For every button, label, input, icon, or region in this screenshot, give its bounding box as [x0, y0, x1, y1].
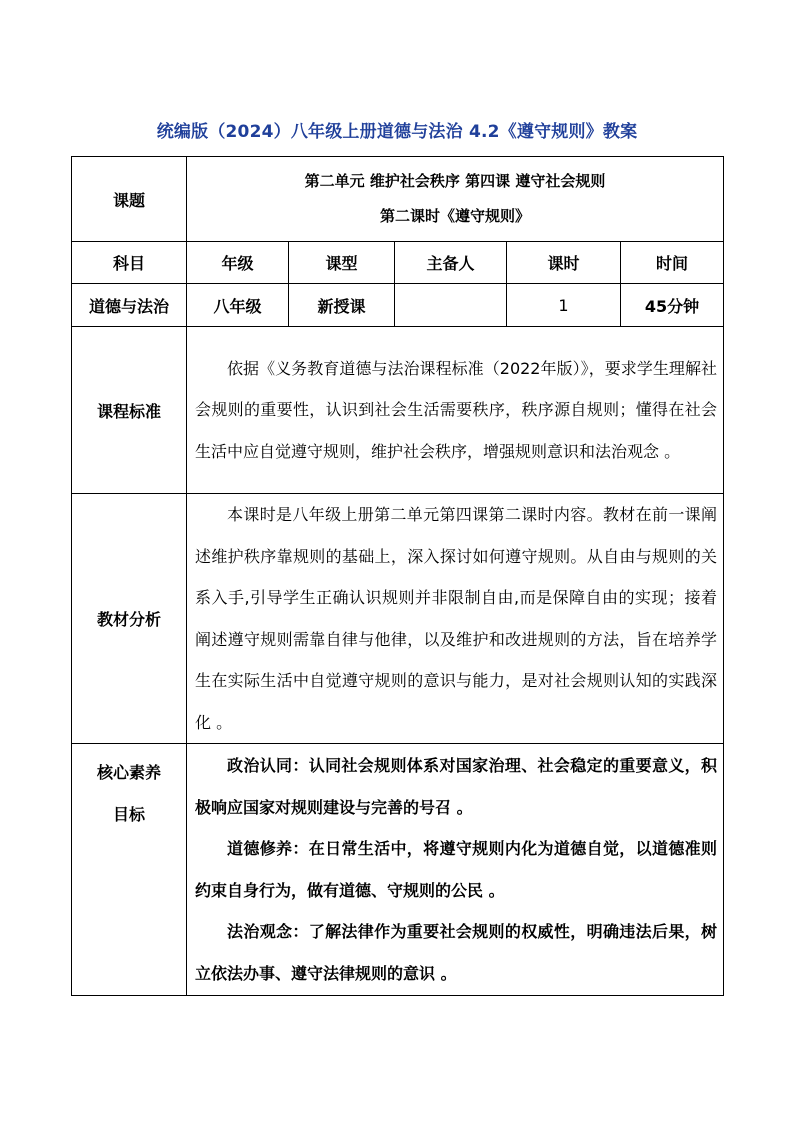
value-lesson-type: 新授课 — [289, 284, 395, 327]
goal-legal-text: 法治观念：了解法律作为重要社会规则的权威性，明确违法后果，树立依法办事、遵守法律规则的意识 。 — [195, 922, 718, 983]
value-time: 45分钟 — [621, 284, 724, 327]
header-subject: 科目 — [72, 242, 187, 284]
info-value-row — [72, 284, 724, 327]
lesson-plan-table — [71, 156, 724, 996]
value-preparer — [395, 284, 507, 327]
analysis-label: 教材分析 — [72, 494, 187, 744]
core-label-line1: 核心素养 — [96, 763, 161, 782]
standard-cell — [187, 327, 724, 494]
goal-legal — [187, 911, 723, 994]
analysis-cell — [187, 494, 724, 744]
goal-political-text: 政治认同：认同社会规则体系对国家治理、社会稳定的重要意义，积极响应国家对规则建设与完善的号召 。 — [195, 756, 718, 817]
value-periods: 1 — [507, 284, 621, 327]
value-grade: 八年级 — [187, 284, 289, 327]
goal-moral — [187, 828, 723, 911]
core-label-line2: 目标 — [112, 805, 145, 824]
header-periods: 课时 — [507, 242, 621, 284]
topic-label: 课题 — [72, 157, 187, 242]
header-preparer: 主备人 — [395, 242, 507, 284]
standard-text: 依据《义务教育道德与法治课程标准（2022年版）》，要求学生理解社会规则的重要性，认识到社会生活需要秩序，秩序源自规则；懂得在社会生活中应自觉遵守规则，维护社会秩序，增强规则意识和法治观念 。 — [195, 358, 718, 461]
value-subject: 道德与法治 — [72, 284, 187, 327]
standard-label: 课程标准 — [72, 327, 187, 494]
document-title: 统编版（2024）八年级上册道德与法治 4.2《遵守规则》教案 — [156, 122, 638, 142]
analysis-row — [72, 494, 724, 744]
standard-row — [72, 327, 724, 494]
core-label — [72, 744, 187, 996]
analysis-text: 本课时是八年级上册第二单元第四课第二课时内容。教材在前一课阐述维护秩序靠规则的基础上，深入探讨如何遵守规则。从自由与规则的关系入手,引导学生正确认识规则并非限制自由,而是保障自由的实现；接着阐述遵守规则需靠自律与他律，以及维护和改进规则的方法，旨在培养学生在实际生活中自觉遵守规则的意识与能力，是对社会规则认知的实践深化 。 — [195, 505, 718, 732]
info-header-row — [72, 242, 724, 284]
core-cell — [187, 744, 724, 996]
header-time: 时间 — [621, 242, 724, 284]
topic-unit-line: 第二单元 维护社会秩序 第四课 遵守社会规则 — [304, 172, 606, 190]
header-lesson-type: 课型 — [289, 242, 395, 284]
topic-content — [187, 157, 724, 242]
goal-moral-text: 道德修养：在日常生活中，将遵守规则内化为道德自觉，以道德准则约束自身行为，做有道德、守规则的公民 。 — [195, 839, 718, 900]
goal-political — [187, 745, 723, 828]
topic-row — [72, 157, 724, 242]
header-grade: 年级 — [187, 242, 289, 284]
topic-lesson-line: 第二课时《遵守规则》 — [380, 207, 531, 225]
core-row — [72, 744, 724, 996]
